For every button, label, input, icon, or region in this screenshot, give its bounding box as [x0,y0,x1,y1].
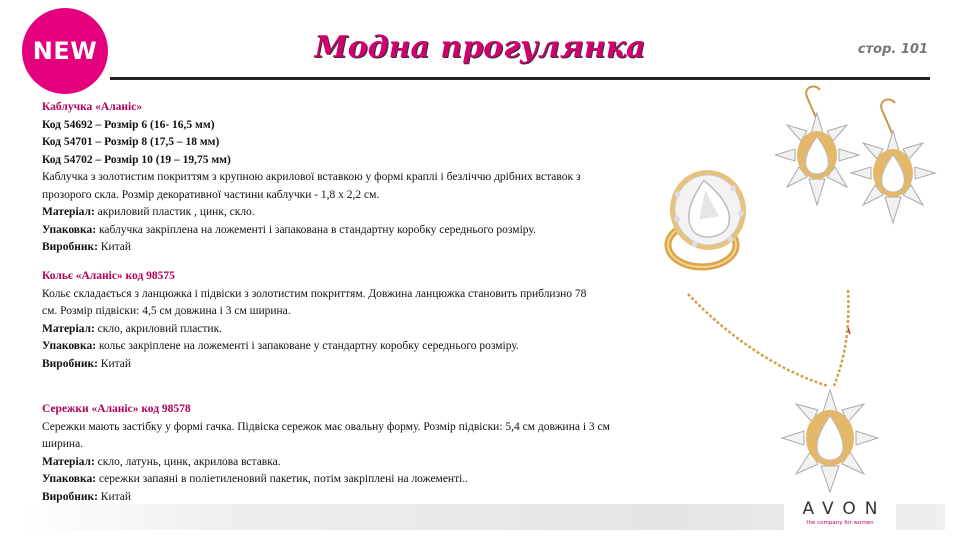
packing-label: Упаковка: [42,473,97,485]
packing-value: кольє закріплене на ложементі і запаковане у стандартну коробку середнього розміру. [96,340,519,352]
packing-label: Упаковка: [42,223,97,236]
material-label: Матеріал: [42,455,95,468]
page-title: Модна прогулянка [314,30,646,65]
maker-label: Виробник: [42,357,98,370]
ring-packing [42,222,612,240]
necklace-image [680,288,915,493]
packing-value: каблучка закріплена на ложементі і запакована в стандартну коробку середнього розміру. [96,223,536,236]
avon-logo [784,498,896,534]
title-divider [110,77,930,80]
ring-heading: Каблучка «Аланіс» [42,101,143,113]
maker-label: Виробник: [42,490,98,503]
earrings-description: Сережки мають застібку у формі гачка. Підвіска сережок має овальну форму. Розмір підвіски: 5,4 см довжина і 3 см ширина. [42,420,610,450]
necklace-description: Кольє складається з ланцюжка і підвіски з золотистим покриттям. Довжина ланцюжка становить приблизно 78 см. Розмір підвіски: 4,5 см довжина і 3 см ширина. [42,287,587,317]
maker-value: Китай [97,357,132,370]
page-number: стор. 101 [857,42,928,57]
material-label: Матеріал: [42,322,95,335]
ring-code-3: Код 54702 – Розмір 10 (19 – 19,75 мм) [42,153,231,166]
new-badge-label: NEW [32,37,98,65]
ring-maker [42,239,612,257]
ring-code-1: Код 54692 – Розмір 6 (16- 16,5 мм) [42,118,215,131]
ring-material [42,204,612,222]
logo-tagline: the company for women [806,520,874,526]
maker-value: Китай [97,490,132,503]
earrings-packing [42,471,612,489]
material-value: скло, акриловий пластик. [94,322,223,335]
ring-section [42,99,612,257]
ring-image [650,160,760,280]
necklace-heading: Кольє «Аланіс» код 98575 [42,270,175,282]
packing-label: Упаковка: [42,340,97,352]
necklace-maker [42,356,602,374]
ring-code-2: Код 54701 – Розмір 8 (17,5 – 18 мм) [42,136,220,148]
necklace-section [42,268,602,373]
ring-description: Каблучка з золотистим покриттям з крупною акрилової вставкою у формі краплі і безліччю дрібних вставок з прозорого скла. Розмір декоративної частини каблучки - 1,8 х 2,2 см. [42,171,581,201]
material-value: акриловий пластик , цинк, скло. [94,206,255,218]
earrings-section [42,401,612,506]
earrings-image [775,85,950,250]
maker-label: Виробник: [42,241,98,253]
material-label: Матеріал: [42,206,95,218]
packing-value: сережки запаяні в поліетиленовий пакетик, потім закріплені на ложементі.. [96,473,469,485]
logo-brand: AVON [802,499,887,519]
earrings-material [42,454,612,472]
earrings-heading: Сережки «Аланіс» код 98578 [42,403,191,415]
necklace-material [42,321,602,339]
material-value: скло, латунь, цинк, акрилова вставка. [94,455,281,468]
necklace-packing [42,338,602,356]
maker-value: Китай [97,241,132,253]
